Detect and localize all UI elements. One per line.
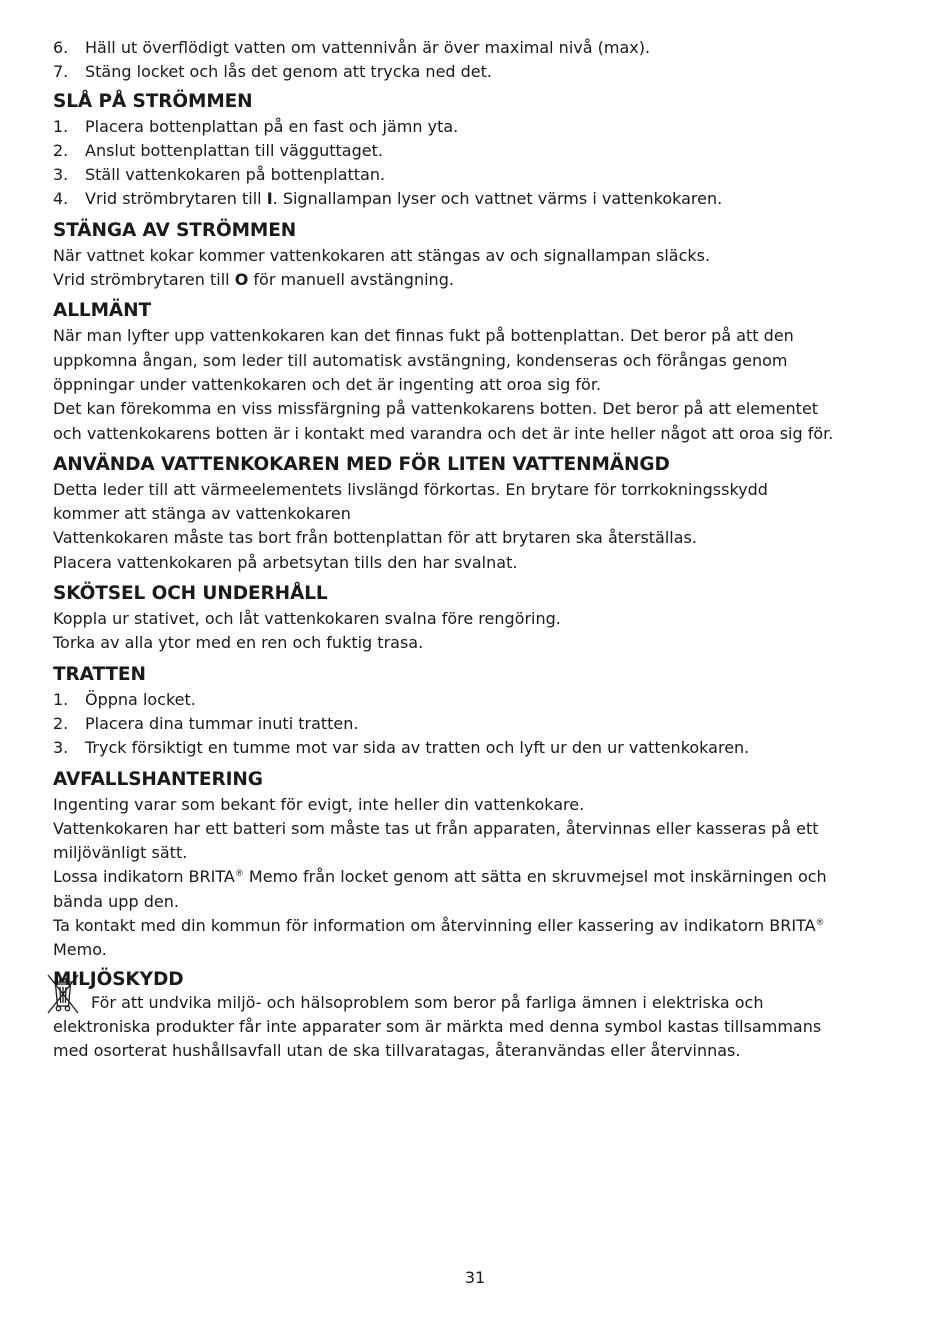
paragraph-line: Lossa indikatorn BRITA® Memo från locket genom att sätta en skruvmejsel mot inskärningen och — [53, 867, 827, 887]
section-heading-anvanda: ANVÄNDA VATTENKOKAREN MED FÖR LITEN VATTENMÄNGD — [53, 453, 670, 475]
paragraph-line: Ingenting varar som bekant för evigt, inte heller din vattenkokare. — [53, 794, 585, 814]
paragraph-line: När vattnet kokar kommer vattenkokaren att stängas av och signallampan släcks. — [53, 245, 711, 265]
section-heading-skotsel: SKÖTSEL OCH UNDERHÅLL — [53, 583, 328, 605]
paragraph-line: Koppla ur stativet, och låt vattenkokaren svalna före rengöring. — [53, 609, 561, 629]
list-item: 7. Stäng locket och lås det genom att trycka ned det. — [53, 60, 883, 84]
paragraph-line: med osorterat hushållsavfall utan de ska tillvaratagas, återanvändas eller återvinnas. — [53, 1041, 741, 1061]
list-item: 3. Ställ vattenkokaren på bottenplattan. — [53, 163, 883, 187]
paragraph-line: kommer att stänga av vattenkokaren — [53, 504, 351, 524]
list-item-text: Tryck försiktigt en tumme mot var sida av tratten och lyft ur den ur vattenkokaren. — [85, 738, 750, 758]
list-item: 4. Vrid strömbrytaren till I. Signallampan lyser och vattnet värms i vattenkokaren. — [53, 187, 883, 211]
paragraph-line: För att undvika miljö- och hälsoproblem som beror på farliga ämnen i elektriska och — [91, 992, 764, 1012]
list-item-text: Häll ut överflödigt vatten om vattennivån är över maximal nivå (max). — [85, 38, 651, 57]
section-heading-allmant: ALLMÄNT — [53, 300, 152, 322]
paragraph-line: Detta leder till att värmeelementets livslängd förkortas. En brytare för torrkokningsskydd — [53, 479, 768, 499]
list-item: 1. Öppna locket. — [53, 688, 883, 712]
list-item: 2. Anslut bottenplattan till vägguttaget. — [53, 139, 883, 163]
paragraph-line: Memo. — [53, 940, 107, 960]
paragraph-line: öppningar under vattenkokaren och det är ingenting att oroa sig för. — [53, 374, 602, 394]
paragraph-line: När man lyfter upp vattenkokaren kan det finnas fukt på bottenplattan. Det beror på att den — [53, 326, 794, 346]
list-item: 3. Tryck försiktigt en tumme mot var sida av tratten och lyft ur den ur vattenkokaren. — [53, 736, 883, 760]
crossed-out-wheelie-bin-icon — [45, 973, 81, 1015]
paragraph-line: uppkomna ångan, som leder till automatisk avstängning, kondenseras och förångas genom — [53, 350, 788, 370]
paragraph-line: Det kan förekomma en viss missfärgning på vattenkokarens botten. Det beror på att elementet — [53, 399, 819, 419]
section-heading-avfall: AVFALLSHANTERING — [53, 768, 263, 790]
paragraph-line: Torka av alla ytor med en ren och fuktig trasa. — [53, 633, 424, 653]
list-item: 1. Placera bottenplattan på en fast och jämn yta. — [53, 115, 883, 139]
section-heading-stanga-av: STÄNGA AV STRÖMMEN — [53, 219, 297, 241]
paragraph-line: miljövänligt sätt. — [53, 843, 188, 863]
list-item: 6. Häll ut överflödigt vatten om vattennivån är över maximal nivå (max). — [53, 36, 883, 60]
paragraph-line: Placera vattenkokaren på arbetsytan tills den har svalnat. — [53, 552, 518, 572]
list-item-text: Ställ vattenkokaren på bottenplattan. — [85, 165, 386, 185]
section-heading-tratten: TRATTEN — [53, 663, 146, 685]
list-item-text: Placera bottenplattan på en fast och jämn yta. — [85, 116, 459, 136]
list-item-text: Stäng locket och lås det genom att trycka ned det. — [85, 62, 493, 82]
environment-section — [53, 969, 883, 991]
document-page — [53, 36, 883, 1064]
paragraph-line: Ta kontakt med din kommun för information om återvinning eller kassering av indikatorn BRITA® — [53, 916, 825, 936]
list-item-text: Placera dina tummar inuti tratten. — [85, 713, 359, 733]
list-item: 2. Placera dina tummar inuti tratten. — [53, 712, 883, 736]
list-item-text: Öppna locket. — [85, 689, 196, 709]
paragraph-line: Vattenkokaren måste tas bort från bottenplattan för att brytaren ska återställas. — [53, 528, 697, 548]
section-heading-sla-pa: SLÅ PÅ STRÖMMEN — [53, 90, 253, 112]
list-item-text: Vrid strömbrytaren till I. Signallampan lyser och vattnet värms i vattenkokaren. — [85, 189, 723, 209]
paragraph-line: och vattenkokarens botten är i kontakt med varandra och det är inte heller något att oroa sig för. — [53, 423, 834, 443]
paragraph-line: bända upp den. — [53, 891, 179, 911]
paragraph-line: Vattenkokaren har ett batteri som måste tas ut från apparaten, återvinnas eller kasseras på ett — [53, 818, 819, 838]
section-heading-miljo: MILJÖSKYDD — [53, 968, 184, 990]
paragraph-line: Vrid strömbrytaren till O för manuell avstängning. — [53, 270, 454, 290]
list-item-text: Anslut bottenplattan till vägguttaget. — [85, 140, 383, 160]
paragraph-line: elektroniska produkter får inte apparater som är märkta med denna symbol kastas tillsammans — [53, 1016, 822, 1036]
page-number: 31 — [464, 1268, 486, 1287]
